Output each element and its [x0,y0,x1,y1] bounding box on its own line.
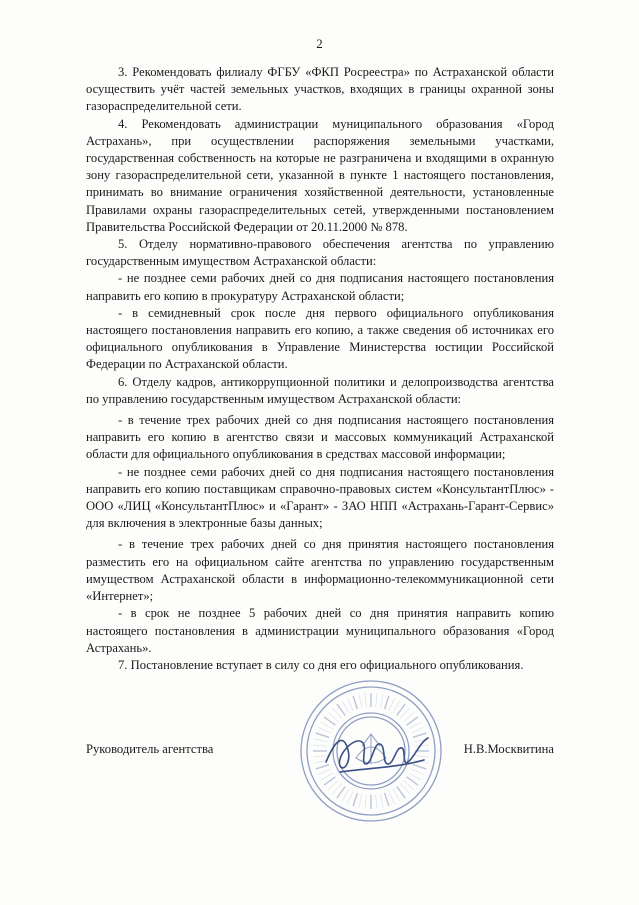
document-body [86,64,554,674]
paragraph-6-item-4: - в срок не позднее 5 рабочих дней со дня принятия направить копию настоящего постановления в администрации муниципального образования «Город Астрахань». [86,606,554,655]
official-seal-stamp [296,676,446,826]
paragraph-4: 4. Рекомендовать администрации муниципального образования «Город Астрахань», при осуществлении распоряжения земельными участками, государственная собственность на которые не разграничена и входящими в охранную зону газораспределительной сети, указанной в пункте 1 настоящего постановления, принимать во внимание ограничения хозяйственной деятельности, установленные Правилами охраны газораспределительных сетей, утвержденными постановлением Правительства Российской Федерации от 20.11.2000 № 878. [86,116,554,234]
paragraph-5-item-2: - в семидневный срок после дня первого официального опубликования настоящего постановления направить его копию, а также сведения об источниках его официального опубликования в Управление Министерства юстиции Российской Федерации по Астраханской области. [86,305,554,372]
paragraph-6-item-1: - в течение трех рабочих дней со дня подписания настоящего постановления направить его копию в агентство связи и массовых коммуникаций Астраханской области для официального опубликования в средствах массовой информации; [86,413,554,462]
paragraph-5-item-1: - не позднее семи рабочих дней со дня подписания настоящего постановления направить его копию в прокуратуру Астраханской области; [86,271,554,303]
paragraph-6-item-2: - не позднее семи рабочих дней со дня подписания настоящего постановления направить его копию поставщикам справочно-правовых систем «КонсультантПлюс» - ООО «ЛИЦ «КонсультантПлюс» и «Гарант» - ЗАО НПП «Астрахань-Гарант-Сервис» для включения в электронные базы данных; [86,464,554,531]
paragraph-3: 3. Рекомендовать филиалу ФГБУ «ФКП Росреестра» по Астраханской области осуществить учёт частей земельных участков, входящих в границы охранной зоны газораспределительной сети. [86,65,554,114]
signatory-name: Н.В.Москвитина [463,742,554,756]
paragraph-7: 7. Постановление вступает в силу со дня его официального опубликования. [118,657,524,672]
paragraph-6-item-3: - в течение трех рабочих дней со дня принятия настоящего постановления разместить его на официальном сайте агентства по управлению государственным имуществом Астраханской области в информационно-телекоммуникационной сети «Интернет»; [86,537,554,604]
paragraph-5: 5. Отделу нормативно-правового обеспечения агентства по управлению государственным имуществом Астраханской области: [86,237,554,269]
paragraph-6: 6. Отделу кадров, антикоррупционной политики и делопроизводства агентства по управлению государственным имуществом Астраханской области: [86,374,554,406]
page-number: 2 [316,36,323,51]
signatory-title: Руководитель агентства [86,742,214,756]
